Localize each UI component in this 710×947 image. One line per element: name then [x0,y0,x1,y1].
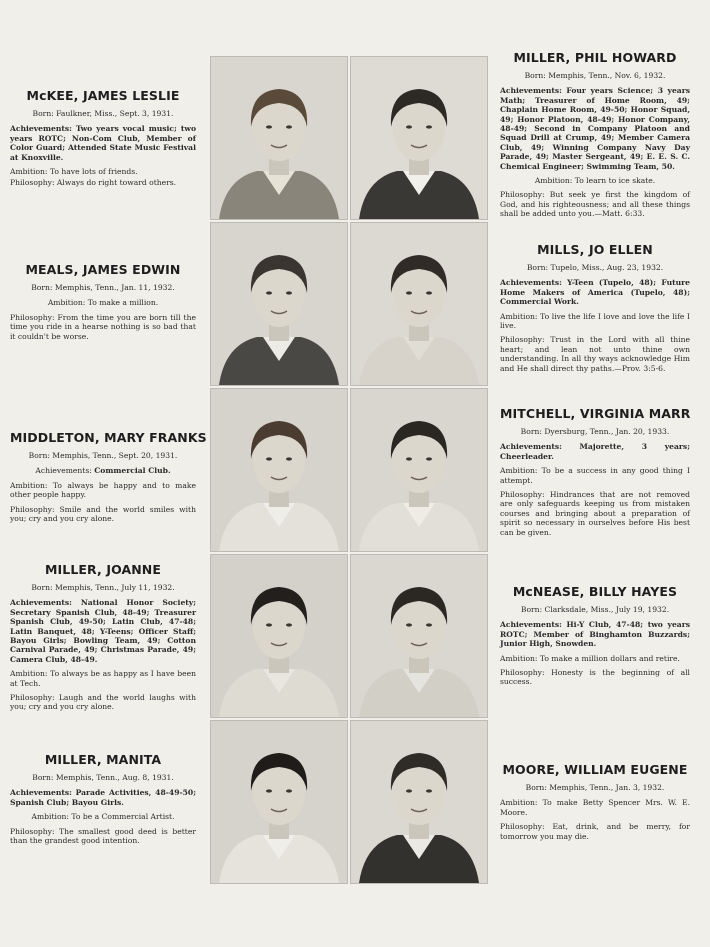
entry-meals [10,262,196,346]
achievements-line: Achievements: Hi-Y Club, 47-48; two years ROTC; Member of Binghamton Buzzards; Junior High, Snowden. [500,620,690,649]
portrait-image [211,223,347,385]
portrait-image [211,721,347,883]
ambition-line: Ambition: To learn to ice skate. [534,176,656,186]
ambition-line: Ambition: To have lots of friends. [10,167,138,177]
ambition-line: Ambition: To make a million. [47,298,159,308]
portrait-photo [350,56,488,220]
student-name: MILLER, JOANNE [45,562,161,577]
entry-mitchell [500,406,690,542]
ambition-line: Ambition: To be a success in any good thing I attempt. [500,466,690,485]
achievements-line: Achievements: Parade Activities, 48-49-50; Spanish Club; Bayou Girls. [10,788,196,807]
portrait-image [211,57,347,219]
philosophy-line: Philosophy: Smile and the world smiles with you; cry and you cry alone. [10,504,196,524]
portrait-image [211,555,347,717]
philosophy-line: Philosophy: Hindrances that are not removed are only safeguards keeping us from mistaken courses and bringing about a preparation of spirit so necessary in ourselves before His best can be given. [500,490,690,537]
achievements-line: Achievements: Y-Teen (Tupelo, 48); Future Home Makers of America (Tupelo, 48); Commercial Work. [500,278,690,307]
entry-miller-joanne [10,562,196,717]
achievements-line: Achievements: National Honor Society; Secretary Spanish Club, 48-49; Treasurer Spanish Club, 49-50; Latin Club, 47-48; Latin Banquet, 48; Y-Teens; Officer Staff; Bayou Girls; Bowling Team, 49; Cotton Carnival Parade, 49; Christmas Parade, 49; Camera Club, 48-49. [10,598,196,664]
portrait-photo [210,720,348,884]
portrait-image [351,555,487,717]
student-name: McNEASE, BILLY HAYES [512,584,678,599]
achievements-line: Achievements: Commercial Club. [35,466,171,476]
ambition-line: Ambition: To always be happy and to make other people happy. [10,480,196,500]
ambition-line: Ambition: To live the life I love and love the life I live. [500,311,690,331]
born-line: Born: Faulkner, Miss., Sept. 3, 1931. [32,109,174,118]
portrait-image [211,389,347,551]
ambition-line: Ambition: To be a Commercial Artist. [31,812,175,822]
portrait-photo [350,388,488,552]
philosophy-line: Philosophy: Laugh and the world laughs with you; cry and you cry alone. [10,693,196,712]
student-name: MILLER, PHIL HOWARD [513,50,677,65]
philosophy-line: Philosophy: The smallest good deed is better than the grandest good intention. [10,826,196,846]
philosophy-line: Philosophy: Eat, drink, and be merry, for tomorrow you may die. [500,822,690,841]
portrait-photo [350,720,488,884]
philosophy-line: Philosophy: But seek ye first the kingdom of God, and his righteousness; and all these things shall be added unto you.—Matt. 6:33. [500,190,690,219]
born-line: Born: Dyersburg, Tenn., Jan. 20, 1933. [520,427,670,436]
philosophy-line: Philosophy: Honesty is the beginning of all success. [500,668,690,687]
portrait-photo [210,56,348,220]
student-name: MIDDLETON, MARY FRANKS [10,430,207,445]
entry-moore [500,762,690,846]
student-name: MILLS, JO ELLEN [537,242,653,257]
born-line: Born: Memphis, Tenn., Jan. 11, 1932. [31,283,175,292]
born-line: Born: Memphis, Tenn., Nov. 6, 1932. [524,71,666,80]
ambition-line: Ambition: To always be as happy as I have been at Tech. [10,669,196,688]
entry-miller-phil [500,50,690,224]
ambition-line: Ambition: To make a million dollars and retire. [500,653,680,663]
portrait-photo [210,388,348,552]
entry-miller-manita [10,752,196,850]
born-line: Born: Memphis, Tenn., Sept. 20, 1931. [28,451,178,460]
student-name: MILLER, MANITA [44,752,162,767]
entry-mills [500,242,690,378]
achievements-line: Achievements: Four years Science; 3 years Math; Treasurer of Home Room, 49; Chaplain Home Room, 49-50; Honor Squad, 49; Honor Platoon, 48-49; Honor Company, 48-49; Second in Company Platoon and Squad Drill at Crump, 49; Member Camera Club, 49; Winning Company Navy Day Parade, 49; Master Sergeant, 49; E. E. S. C. Chemical Engineer; Swimming Team, 50. [500,86,690,171]
achievements-line: Achievements: Two years vocal music; two years ROTC; Non-Com Club, Member of Color Guard; Attended State Music Festival at Knoxville. [10,124,197,162]
portrait-image [351,389,487,551]
born-line: Born: Memphis, Tenn., Aug. 8, 1931. [32,773,174,782]
portrait-image [351,721,487,883]
entry-mckee [10,88,196,193]
student-name: McKEE, JAMES LESLIE [26,88,180,103]
portrait-photo [350,554,488,718]
portrait-image [351,57,487,219]
born-line: Born: Tupelo, Miss., Aug. 23, 1932. [526,263,664,272]
student-name: MOORE, WILLIAM EUGENE [502,762,688,777]
born-line: Born: Clarksdale, Miss., July 19, 1932. [520,605,670,614]
student-name: MITCHELL, VIRGINIA MARR [500,406,691,421]
philosophy-line: Philosophy: Trust in the Lord with all thine heart; and lean not unto thine own understanding. In all thy ways acknowledge Him and He shall direct thy paths.—Prov. 3:5-6. [500,335,690,373]
ambition-line: Ambition: To make Betty Spencer Mrs. W. E. Moore. [500,798,690,817]
entry-mcnease [500,584,690,692]
born-line: Born: Memphis, Tenn., Jan. 3, 1932. [525,783,665,792]
philosophy-line: Philosophy: From the time you are born till the time you ride in a hearse nothing is so bad that it couldn't be worse. [10,312,196,341]
born-line: Born: Memphis, Tenn., July 11, 1932. [31,583,175,592]
entry-middleton [10,430,207,528]
portrait-photo [350,222,488,386]
portrait-photo [210,222,348,386]
portrait-photo [210,554,348,718]
philosophy-line: Philosophy: Always do right toward others. [10,178,177,188]
achievements-line: Achievements: Majorette, 3 years; Cheerleader. [500,442,690,461]
student-name: MEALS, JAMES EDWIN [25,262,181,277]
portrait-image [351,223,487,385]
